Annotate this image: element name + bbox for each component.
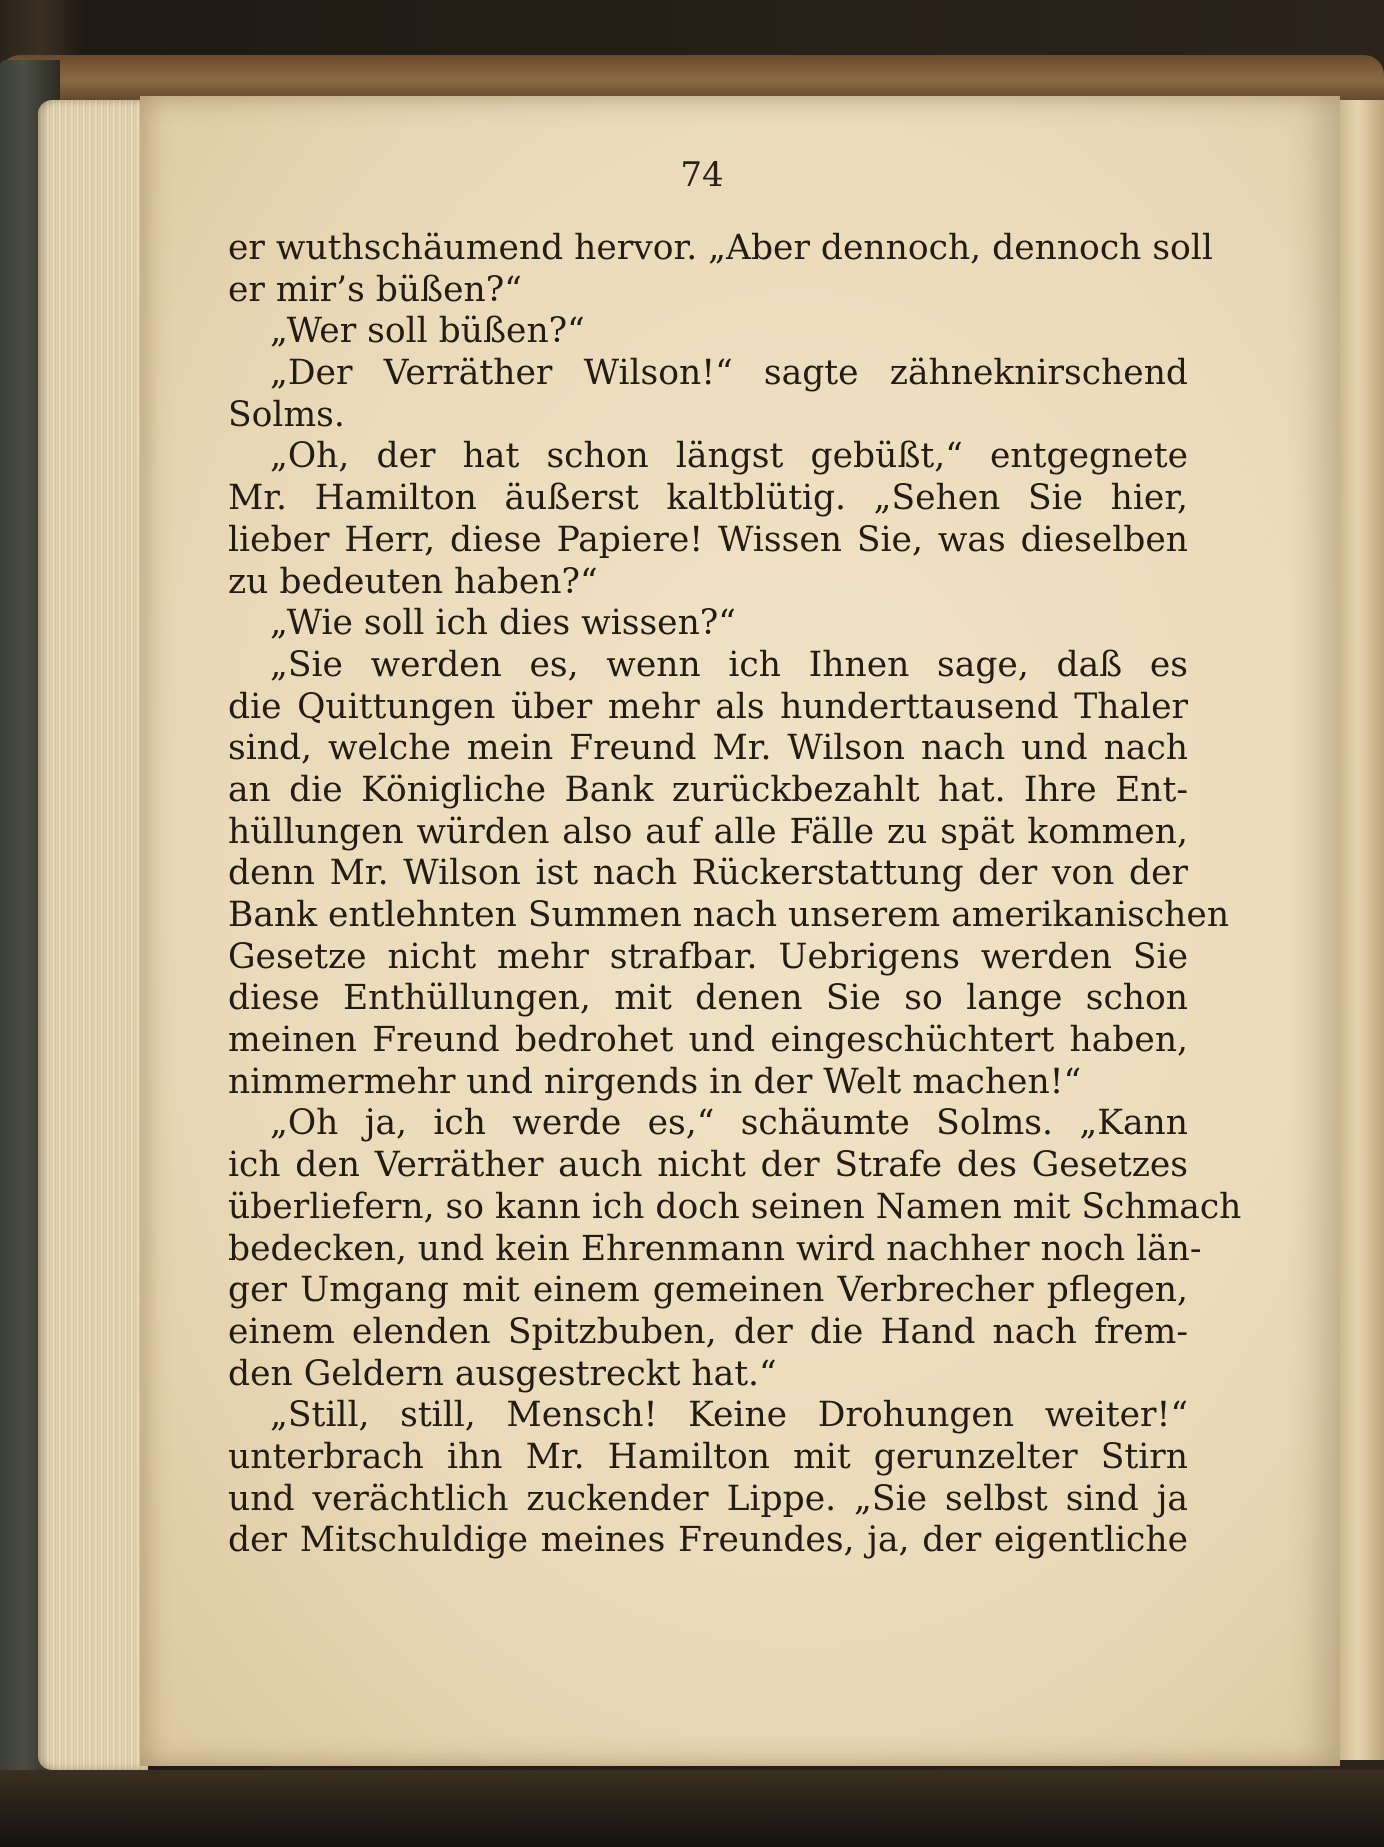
facing-page-edge	[1340, 100, 1384, 1760]
text-line: bedecken, und kein Ehrenmann wird nachher noch län-	[228, 1228, 1202, 1269]
text-line: er wuthschäumend hervor. „Aber dennoch, dennoch soll	[228, 228, 1213, 268]
text-line: den Geldern ausgestreckt hat.“	[228, 1353, 777, 1394]
text-line: „Oh, der hat schon längst gebüßt,“ entgegnete	[270, 436, 1188, 477]
text-line: einem elenden Spitzbuben, der die Hand nach frem-	[228, 1311, 1188, 1352]
text-line: „Still, still, Mensch! Keine Drohungen weiter!“	[270, 1395, 1188, 1436]
text-line: „Oh ja, ich werde es,“ schäumte Solms. „Kann	[270, 1103, 1188, 1144]
text-line: ger Umgang mit einem gemeinen Verbrecher pflegen,	[228, 1270, 1188, 1311]
bottom-shadow	[0, 1770, 1384, 1847]
text-line: nimmermehr und nirgends in der Welt machen!“	[228, 1061, 1082, 1102]
text-line: und verächtlich zuckender Lippe. „Sie selbst sind ja	[228, 1478, 1188, 1519]
page-stack-edge	[38, 100, 148, 1770]
text-line: „Wer soll büßen?“	[270, 311, 585, 352]
text-line: „Wie soll ich dies wissen?“	[270, 603, 736, 644]
page-text	[228, 228, 1242, 1562]
text-line: meinen Freund bedrohet und eingeschüchtert haben,	[228, 1020, 1188, 1061]
text-line: Gesetze nicht mehr strafbar. Uebrigens werden Sie	[228, 936, 1188, 977]
text-line: ich den Verräther auch nicht der Strafe des Gesetzes	[228, 1145, 1188, 1186]
text-line: „Sie werden es, wenn ich Ihnen sage, daß es	[270, 644, 1188, 685]
page-number: 74	[680, 155, 724, 195]
text-line: unterbrach ihn Mr. Hamilton mit gerunzelter Stirn	[228, 1436, 1188, 1477]
text-line: Bank entlehnten Summen nach unserem amerikanischen	[228, 895, 1230, 935]
text-line: sind, welche mein Freund Mr. Wilson nach und nach	[228, 728, 1188, 769]
text-line: Solms.	[228, 394, 345, 435]
text-line: der Mitschuldige meines Freundes, ja, der eigentliche	[228, 1520, 1188, 1561]
text-line: Mr. Hamilton äußerst kaltblütig. „Sehen Sie hier,	[228, 478, 1188, 519]
text-line: hüllungen würden also auf alle Fälle zu spät kommen,	[228, 811, 1188, 852]
text-line: denn Mr. Wilson ist nach Rückerstattung der von der	[228, 853, 1188, 894]
text-line: an die Königliche Bank zurückbezahlt hat. Ihre Ent-	[228, 769, 1188, 810]
text-line: diese Enthüllungen, mit denen Sie so lange schon	[228, 978, 1188, 1019]
text-line: „Der Verräther Wilson!“ sagte zähneknirschend	[270, 353, 1188, 394]
text-line: überliefern, so kann ich doch seinen Namen mit Schmach	[228, 1186, 1242, 1227]
text-line: die Quittungen über mehr als hunderttausend Thaler	[228, 686, 1188, 727]
text-line: zu bedeuten haben?“	[228, 561, 598, 602]
text-line: er mir’s büßen?“	[228, 269, 522, 310]
text-line: lieber Herr, diese Papiere! Wissen Sie, was dieselben	[228, 519, 1188, 560]
